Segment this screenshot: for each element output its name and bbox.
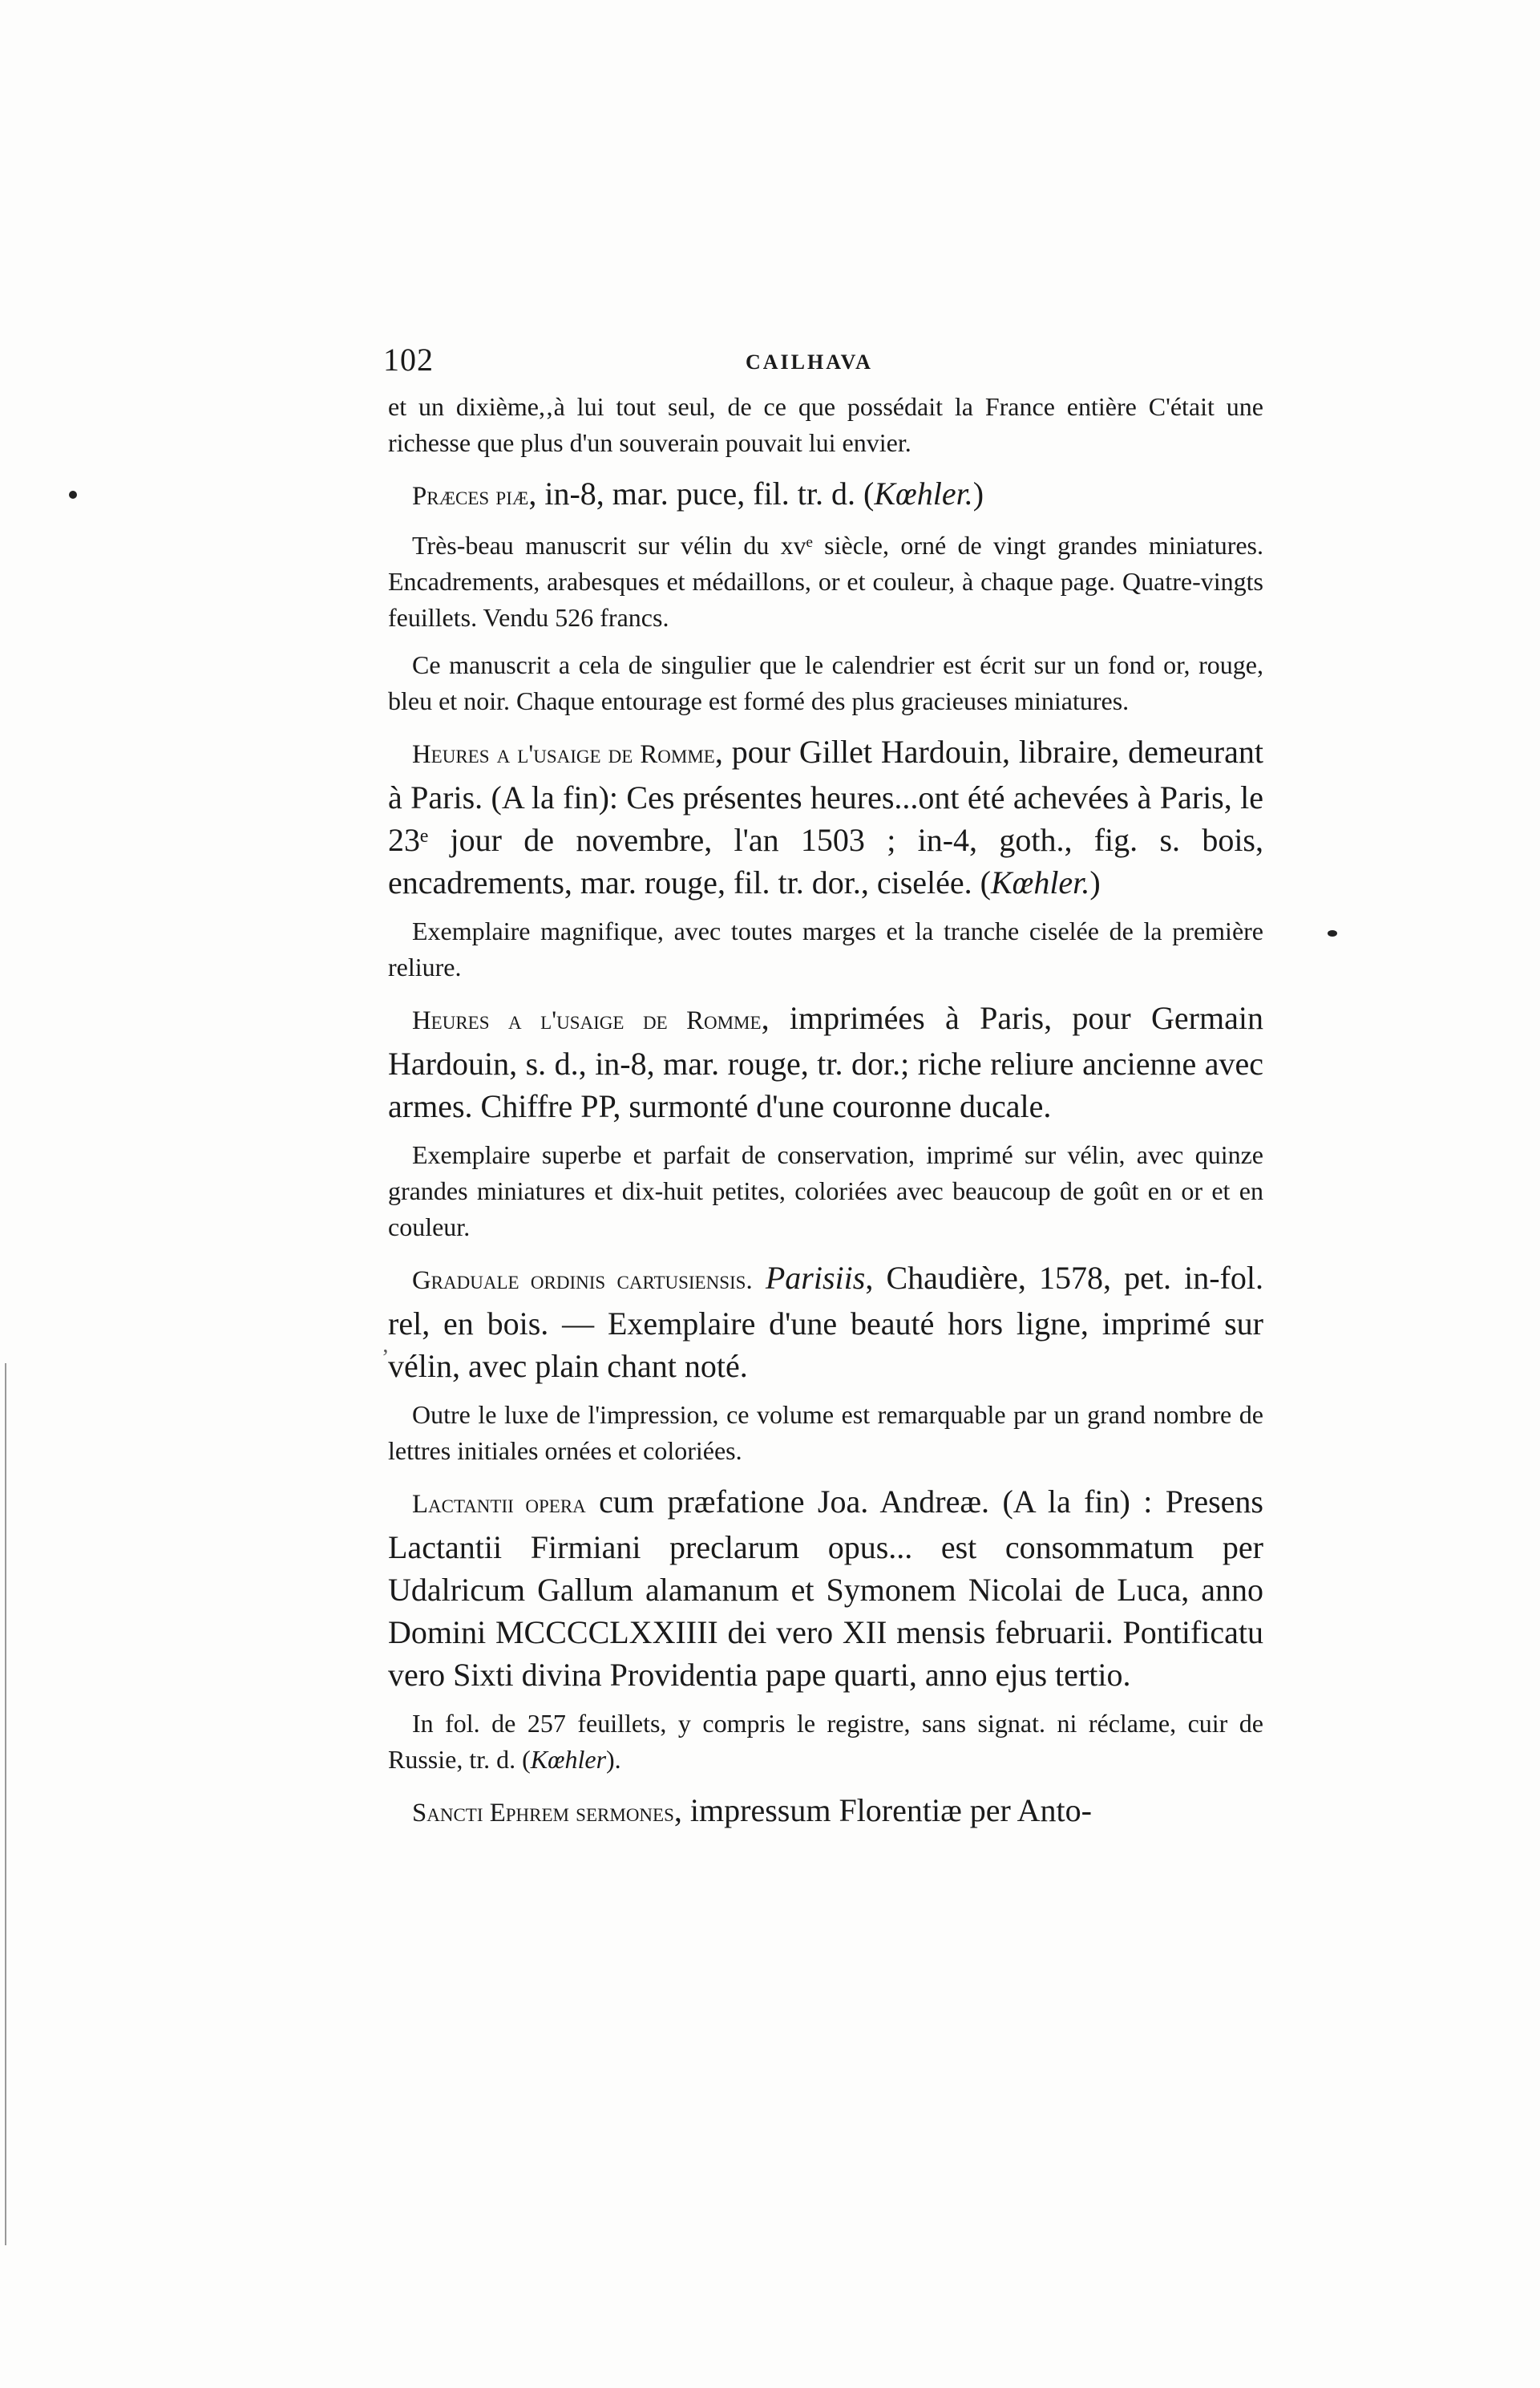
note-text: In fol. de 257 feuillets, y compris le registre, sans signat. ni réclame, cuir de Russie, tr. d. ( [388,1709,1263,1774]
running-head: CAILHAVA [746,350,873,374]
binder-name: Kœhler [530,1745,607,1774]
catalog-note: Outre le luxe de l'impression, ce volume est remarquable par un grand nombre de lettres initiales ornées et coloriées. [388,1400,1263,1465]
binder-name: Kœhler. [874,476,973,512]
entry-title: Graduale ordinis cartusiensis. [412,1266,753,1295]
catalog-note [388,1706,1263,1778]
catalog-note: Exemplaire magnifique, avec toutes marges et la tranche ciselée de la première reliure. [388,917,1263,982]
note-text-end: ). [606,1745,621,1774]
catalog-entry-graduale [388,1257,1263,1387]
entry-title: Lactantii opera [412,1490,586,1519]
entry-title: Heures a l'usaige de Romme [412,1006,762,1035]
page-body [388,389,1263,1844]
page-number: 102 [383,342,434,378]
left-edge-shadow [5,1363,6,2245]
catalog-entry-praeces [388,472,1263,518]
entry-text: cum præfatione Joa. Andreæ. (A la fin) : Presens Lactantii Firmiani preclarum opus... est consommatum per Udalricum Gallum alamanum et Symonem Nicolai de Luca, anno Domini MCCCCLXXIIII dei vero XII mensis februarii. Pontificatu vero Sixti divina Providentia pape quarti, anno ejus tertio. [388,1483,1263,1693]
catalog-entry-heures-gillet [388,731,1263,904]
entry-text: , impressum Florentiæ per Anto- [673,1792,1092,1828]
catalog-entry-ephrem [388,1789,1263,1835]
catalog-note: Exemplaire superbe et parfait de conservation, imprimé sur vélin, avec quinze grandes miniatures et dix-huit petites, coloriées avec beaucoup de goût en or et en couleur. [388,1140,1263,1241]
paragraph-continuation: et un dixième,‚à lui tout seul, de ce que possédait la France entière C'était une richesse que plus d'un souverain pouvait lui envier. [388,392,1263,457]
entry-title: Præces piæ [412,482,529,511]
binder-name: Kœhler. [990,864,1090,901]
entry-text: , pour Gillet Hardouin, libraire, demeurant à Paris. (A la fin): Ces présentes heures...ont été achevées à Paris, le 23ᵉ jour de novembre, l'an 1503 ; in-4, goth., fig. s. bois, encadrements, mar. rouge, fil. tr. dor., ciselée. ( [388,734,1263,901]
catalog-note: Très-beau manuscrit sur vélin du xvᵉ siècle, orné de vingt grandes miniatures. Encadrements, arabesques et médaillons, or et couleur, à chaque page. Quatre-vingts feuillets. Vendu 526 francs. [388,531,1263,632]
entry-place: Parisiis [765,1260,866,1296]
margin-speck [69,491,77,499]
catalog-note: Ce manuscrit a cela de singulier que le calendrier est écrit sur un fond or, rouge, bleu et noir. Chaque entourage est formé des plus gracieuses miniatures. [388,650,1263,715]
margin-tick-mark: ʼ [382,1346,390,1370]
entry-text: , in-8, mar. puce, fil. tr. d. ( [528,476,875,512]
entry-text: , imprimées à Paris, pour Germain Hardouin, s. d., in-8, mar. rouge, tr. dor.; riche reliure ancienne avec armes. Chiffre PP, surmonté d'une couronne ducale. [388,1000,1263,1124]
entry-text-end: ) [1089,864,1101,901]
catalog-entry-lactantii [388,1480,1263,1696]
entry-text-end: ) [972,476,984,512]
entry-title: Heures a l'usaige de Romme [412,740,715,769]
entry-title: Sancti Ephrem sermones [412,1799,674,1827]
catalog-entry-heures-germain [388,997,1263,1127]
page-header [383,341,1265,381]
margin-speck [1328,930,1337,937]
entry-text: , Chaudière, 1578, pet. in-fol. rel, en bois. — Exemplaire d'une beauté hors ligne, imprimé sur vélin, avec plain chant noté. [388,1260,1264,1384]
